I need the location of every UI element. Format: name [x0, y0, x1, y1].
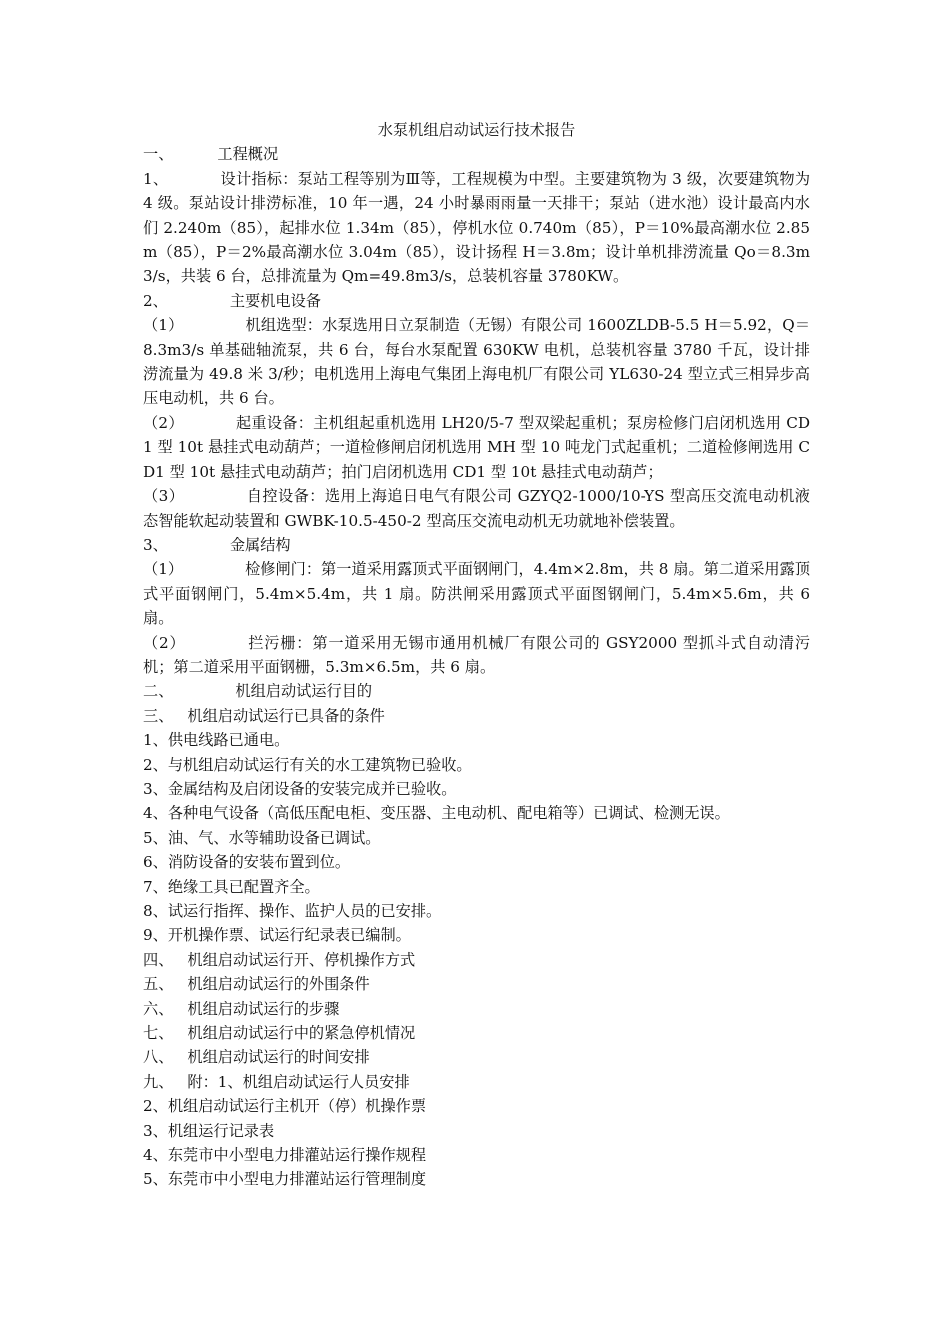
section-title: 机组启动试运行的时间安排 [187, 1048, 370, 1067]
subitem-number: （1） [143, 316, 184, 335]
section-number: 二、 [143, 682, 174, 701]
section-3-heading [143, 704, 810, 728]
appendix-item: 2、机组启动试运行主机开（停）机操作票 [143, 1097, 427, 1116]
item-title: 主要机电设备 [229, 291, 321, 310]
subitem-2-3-paragraph [143, 484, 810, 533]
item-2-heading [143, 289, 810, 313]
section-number: 四、 [143, 950, 174, 969]
section-number: 五、 [143, 975, 174, 994]
subitem-label: 机组选型： [245, 316, 323, 335]
subitem-text: 水泵选用日立泵制造（无锡）有限公司 1600ZLDB-5.5 H＝5.92，Q＝8.3m3/s 单基础轴流泵，共 6 台，每台水泵配置 630KW 电机，总装机容量 3780 千瓦，设计排涝流量为 49.8 米 3/秒；电机选用上海电气集团上海电机厂有限公司 YL630-24 型立式三相异步高压电动机，共 6 台。 [143, 316, 811, 408]
section-title: 机组启动试运行的步骤 [187, 999, 340, 1018]
item-number: 1、 [143, 169, 169, 188]
subitem-3-1-paragraph [143, 557, 810, 630]
subitem-label: 拦污栅： [247, 633, 313, 652]
subitem-number: （3） [143, 487, 185, 506]
appendix-item: 5、东莞市中小型电力排灌站运行管理制度 [143, 1170, 427, 1189]
condition-item: 8、试运行指挥、操作、监护人员的已安排。 [143, 902, 442, 920]
section-5-heading [143, 972, 810, 996]
subitem-label: 检修闸门： [245, 560, 322, 579]
section-7-heading [143, 1021, 810, 1045]
appendix-item: 3、机组运行记录表 [143, 1121, 275, 1140]
section-number: 七、 [143, 1024, 174, 1043]
section-title: 机组启动试运行目的 [235, 682, 373, 701]
section-title: 机组启动试运行的外围条件 [187, 975, 370, 994]
subitem-number: （2） [143, 413, 184, 432]
condition-item: 3、金属结构及启闭设备的安装完成并已验收。 [143, 779, 457, 798]
condition-item: 5、油、气、水等辅助设备已调试。 [143, 828, 381, 847]
item-1-paragraph [143, 167, 810, 289]
section-number: 九、 [143, 1072, 174, 1091]
subitem-text: 选用上海追日电气有限公司 GZYQ2-1000/10-YS 型高压交流电动机液态智能软起动装置和 GWBK-10.5-450-2 型高压交流电动机无功就地补偿装置。 [143, 487, 810, 530]
condition-item: 7、绝缘工具已配置齐全。 [143, 877, 320, 896]
subitem-number: （1） [143, 560, 184, 579]
section-6-heading [143, 997, 810, 1021]
subitem-label: 起重设备： [235, 413, 314, 432]
section-number: 六、 [143, 999, 174, 1018]
subitem-label: 自控设备： [246, 487, 325, 506]
section-9-heading [143, 1070, 810, 1094]
subitem-text: 第一道采用无锡市通用机械厂有限公司的 GSY2000 型抓斗式自动清污机；第二道采用平面钢栅，5.3m×6.5m，共 6 扇。 [143, 633, 811, 676]
section-title: 机组启动试运行已具备的条件 [187, 706, 385, 725]
section-title: 机组启动试运行中的紧急停机情况 [187, 1024, 416, 1043]
subitem-2-1-paragraph [143, 313, 810, 411]
subitem-text: 第一道采用露顶式平面钢闸门，4.4m×2.8m，共 8 扇。第二道采用露顶式平面钢闸门，5.4m×5.4m，共 1 扇。防洪闸采用露顶式平面图钢闸门，5.4m×5.6m，共 6 扇。 [143, 560, 811, 628]
item-title: 金属结构 [229, 535, 291, 554]
subitem-number: （2） [143, 633, 186, 652]
document-page [143, 118, 810, 1192]
subitem-3-2-paragraph [143, 631, 810, 680]
subitem-text: 主机组起重机选用 LH20/5-7 型双梁起重机；泵房检修门启闭机选用 CD1 型 10t 悬挂式电动葫芦；一道检修闸启闭机选用 MH 型 10 吨龙门式起重机；二道检修闸选用 CD1 型 10t 悬挂式电动葫芦；拍门启闭机选用 CD1 型 10t 悬挂式电动葫芦； [143, 413, 811, 481]
condition-item: 1、供电线路已通电。 [143, 731, 290, 750]
item-3-heading [143, 533, 810, 557]
document-title: 水泵机组启动试运行技术报告 [377, 121, 576, 139]
section-1-heading [143, 142, 810, 166]
condition-item: 2、与机组启动试运行有关的水工建筑物已验收。 [143, 755, 472, 774]
section-4-heading [143, 948, 810, 972]
section-title: 工程概况 [217, 145, 279, 164]
condition-item: 4、各种电气设备（高低压配电柜、变压器、主电动机、配电箱等）已调试、检测无误。 [143, 804, 730, 823]
appendix-first-item: 附：1、机组启动试运行人员安排 [187, 1072, 410, 1091]
item-number: 2、 [143, 291, 168, 310]
section-number: 一、 [143, 145, 174, 164]
section-8-heading [143, 1045, 810, 1069]
section-2-heading [143, 679, 810, 703]
section-number: 三、 [143, 706, 174, 725]
subitem-2-2-paragraph [143, 411, 810, 484]
item-label: 设计指标： [220, 169, 298, 188]
appendix-item: 4、东莞市中小型电力排灌站运行操作规程 [143, 1146, 427, 1165]
item-number: 3、 [143, 535, 168, 554]
section-number: 八、 [143, 1048, 174, 1067]
condition-item: 9、开机操作票、试运行纪录表已编制。 [143, 926, 411, 945]
condition-item: 6、消防设备的安装布置到位。 [143, 853, 351, 872]
section-title: 机组启动试运行开、停机操作方式 [187, 950, 416, 969]
item-text: 泵站工程等别为Ⅲ等，工程规模为中型。主要建筑物为 3 级，次要建筑物为 4 级。泵站设计排涝标准，10 年一遇，24 小时暴雨雨量一天排干；泵站（进水池）设计最高内水们 2.240m（85），起排水位 1.34m（85），停机水位 0.740m（85），P＝10%最高潮水位 2.85m（85），P＝2%最高潮水位 3.04m（85），设计扬程 H＝3.8m；设计单机排涝流量 Qo＝8.3m3/s，共装 6 台，总排流量为 Qm=49.8m3/s，总装机容量 3780KW。 [143, 169, 811, 286]
